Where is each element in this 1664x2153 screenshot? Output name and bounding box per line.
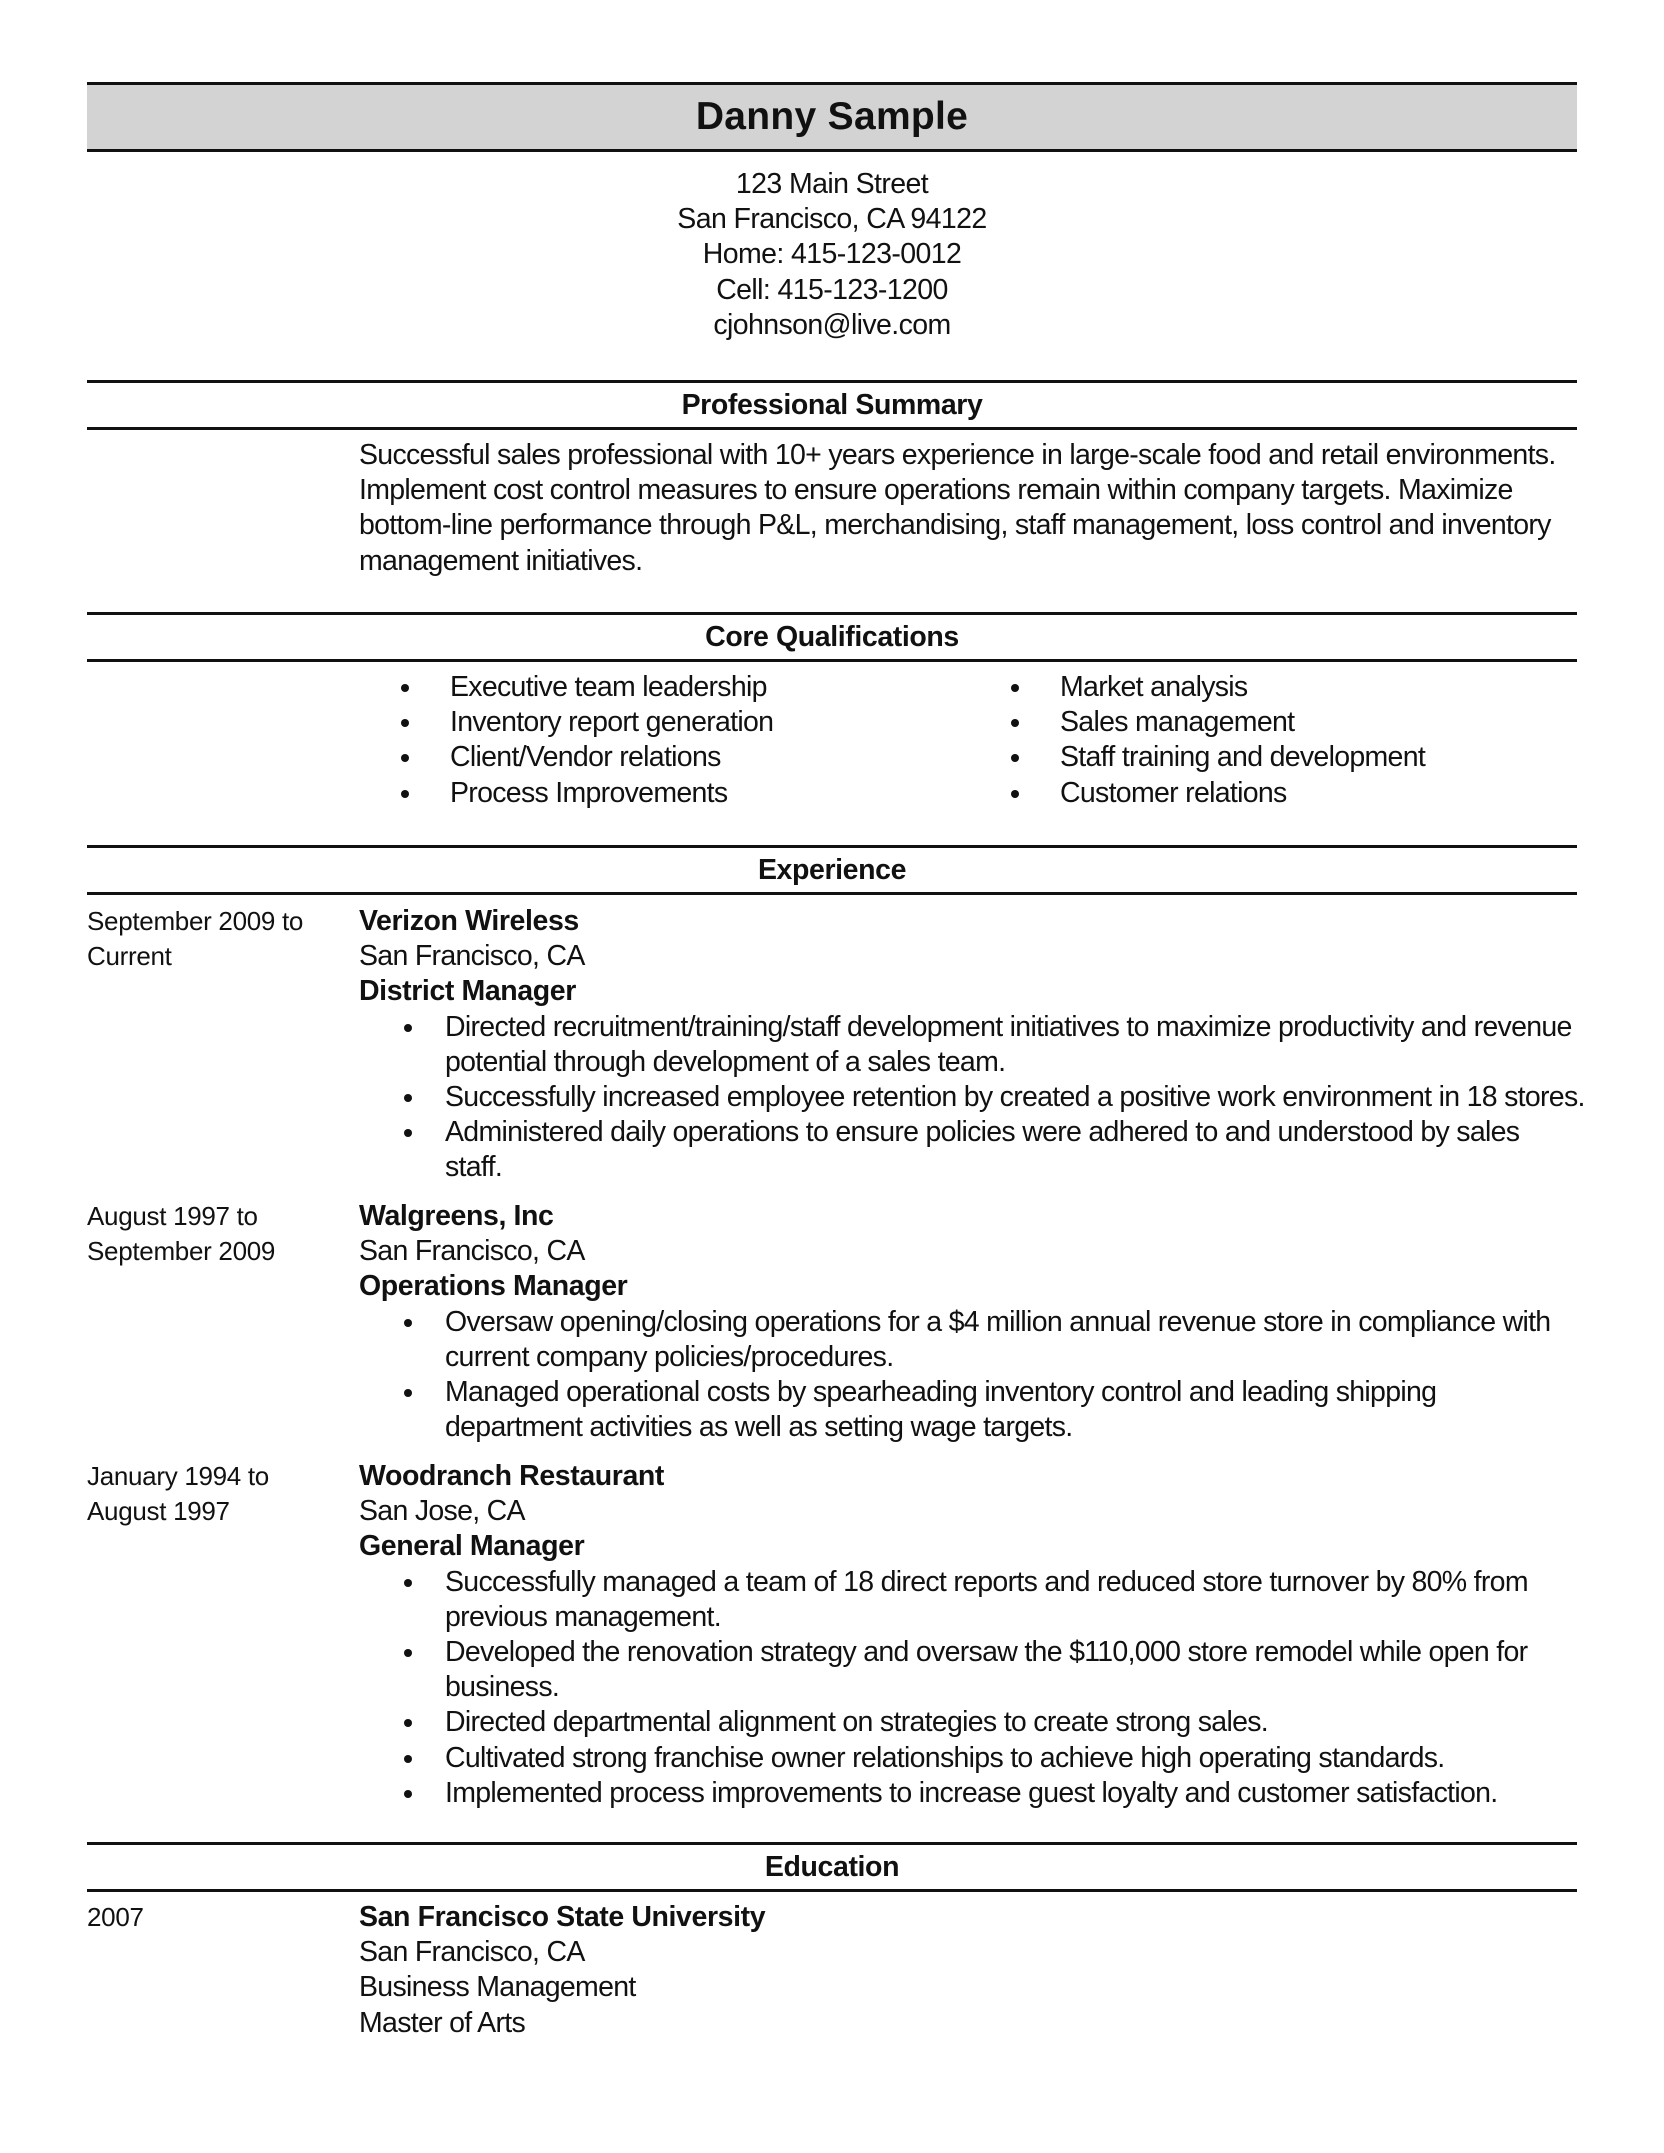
bullet-icon: [1011, 719, 1019, 727]
summary-text: [359, 438, 1584, 579]
bullet-icon: [1011, 684, 1019, 692]
job-company: Verizon Wireless: [359, 905, 579, 937]
list-item: Oversaw opening/closing operations for a $4 million annual revenue store in compliance with current company policies/procedures.: [359, 1305, 1584, 1375]
list-item: Process Improvements: [401, 776, 773, 811]
bullet-icon: [404, 1755, 412, 1763]
section-experience: Experience: [87, 845, 1577, 895]
list-item: Successfully increased employee retention by created a positive work environment in 18 stores.: [359, 1080, 1584, 1115]
job-company: Woodranch Restaurant: [359, 1460, 665, 1492]
contact-home-phone: Home: 415-123-0012: [702, 238, 962, 271]
list-item: Developed the renovation strategy and oversaw the $110,000 store remodel while open for business.: [359, 1635, 1584, 1705]
summary-line: Implement cost control measures to ensure operations remain within company targets. Maximize: [359, 474, 1513, 507]
bullet-icon: [401, 684, 409, 692]
list-item: Sales management: [1011, 705, 1425, 740]
job-entry: [359, 1199, 1584, 1445]
education-field: Business Management: [359, 1971, 636, 2004]
contact-city: San Francisco, CA 94122: [677, 203, 987, 236]
job-date: September 2009 to Current: [87, 906, 304, 972]
job-date: August 1997 to September 2009: [87, 1201, 276, 1267]
bullet-icon: [404, 1790, 412, 1798]
job-entry: [359, 1459, 1584, 1811]
job-entry: [359, 904, 1584, 1186]
education-entry: [359, 1900, 1584, 2041]
education-location: San Francisco, CA: [359, 1936, 585, 1969]
job-bullets: [359, 1010, 1584, 1186]
bullet-icon: [404, 1719, 412, 1727]
section-core-qualifications: Core Qualifications: [87, 612, 1577, 662]
job-location: San Jose, CA: [359, 1495, 525, 1528]
list-item: Cultivated strong franchise owner relationships to achieve high operating standards.: [359, 1741, 1584, 1776]
bullet-icon: [401, 790, 409, 798]
contact-info: [87, 167, 1577, 343]
job-title: Operations Manager: [359, 1270, 628, 1303]
bullet-icon: [401, 719, 409, 727]
section-education: Education: [87, 1842, 1577, 1892]
job-company: Walgreens, Inc: [359, 1200, 554, 1232]
name-header: [87, 82, 1577, 152]
list-item: Directed departmental alignment on strategies to create strong sales.: [359, 1705, 1584, 1740]
bullet-icon: [1011, 754, 1019, 762]
bullet-icon: [404, 1024, 412, 1032]
list-item: Client/Vendor relations: [401, 740, 773, 775]
contact-street: 123 Main Street: [735, 168, 929, 200]
list-item: Implemented process improvements to increase guest loyalty and customer satisfaction.: [359, 1776, 1584, 1811]
job-title: District Manager: [359, 975, 576, 1008]
qualifications-right-list: [1011, 670, 1425, 811]
bullet-icon: [401, 754, 409, 762]
bullet-icon: [404, 1649, 412, 1657]
list-item: Managed operational costs by spearheading inventory control and leading shipping department activities as well as setting wage targets.: [359, 1375, 1584, 1445]
summary-line: Successful sales professional with 10+ years experience in large-scale food and retail environments.: [359, 439, 1556, 471]
bullet-icon: [404, 1389, 412, 1397]
contact-cell-phone: Cell: 415-123-1200: [716, 273, 948, 306]
bullet-icon: [404, 1319, 412, 1327]
list-item: Inventory report generation: [401, 705, 773, 740]
summary-line: management initiatives.: [359, 544, 643, 577]
bullet-icon: [404, 1129, 412, 1137]
list-item: Executive team leadership: [401, 670, 773, 705]
bullet-icon: [1011, 790, 1019, 798]
list-item: Market analysis: [1011, 670, 1425, 705]
list-item: Customer relations: [1011, 776, 1425, 811]
list-item: Directed recruitment/training/staff development initiatives to maximize productivity and revenue potential through development of a sales team.: [359, 1010, 1584, 1080]
contact-email: cjohnson@live.com: [713, 308, 951, 341]
education-date: 2007: [87, 1902, 144, 1932]
list-item: Successfully managed a team of 18 direct reports and reduced store turnover by 80% from previous management.: [359, 1565, 1584, 1635]
summary-line: bottom-line performance through P&L, merchandising, staff management, loss control and inventory: [359, 509, 1551, 542]
job-title: General Manager: [359, 1530, 585, 1563]
qualifications-left-list: [401, 670, 773, 811]
job-bullets: [359, 1305, 1584, 1446]
job-location: San Francisco, CA: [359, 940, 585, 973]
job-bullets: [359, 1565, 1584, 1811]
list-item: Administered daily operations to ensure policies were adhered to and understood by sales staff.: [359, 1115, 1584, 1185]
education-school: San Francisco State University: [359, 1901, 766, 1933]
job-location: San Francisco, CA: [359, 1235, 585, 1268]
list-item: Staff training and development: [1011, 740, 1425, 775]
job-date: January 1994 to August 1997: [87, 1461, 269, 1527]
bullet-icon: [404, 1579, 412, 1587]
candidate-name: Danny Sample: [695, 95, 969, 138]
bullet-icon: [404, 1094, 412, 1102]
education-degree: Master of Arts: [359, 2006, 526, 2039]
section-professional-summary: Professional Summary: [87, 380, 1577, 430]
